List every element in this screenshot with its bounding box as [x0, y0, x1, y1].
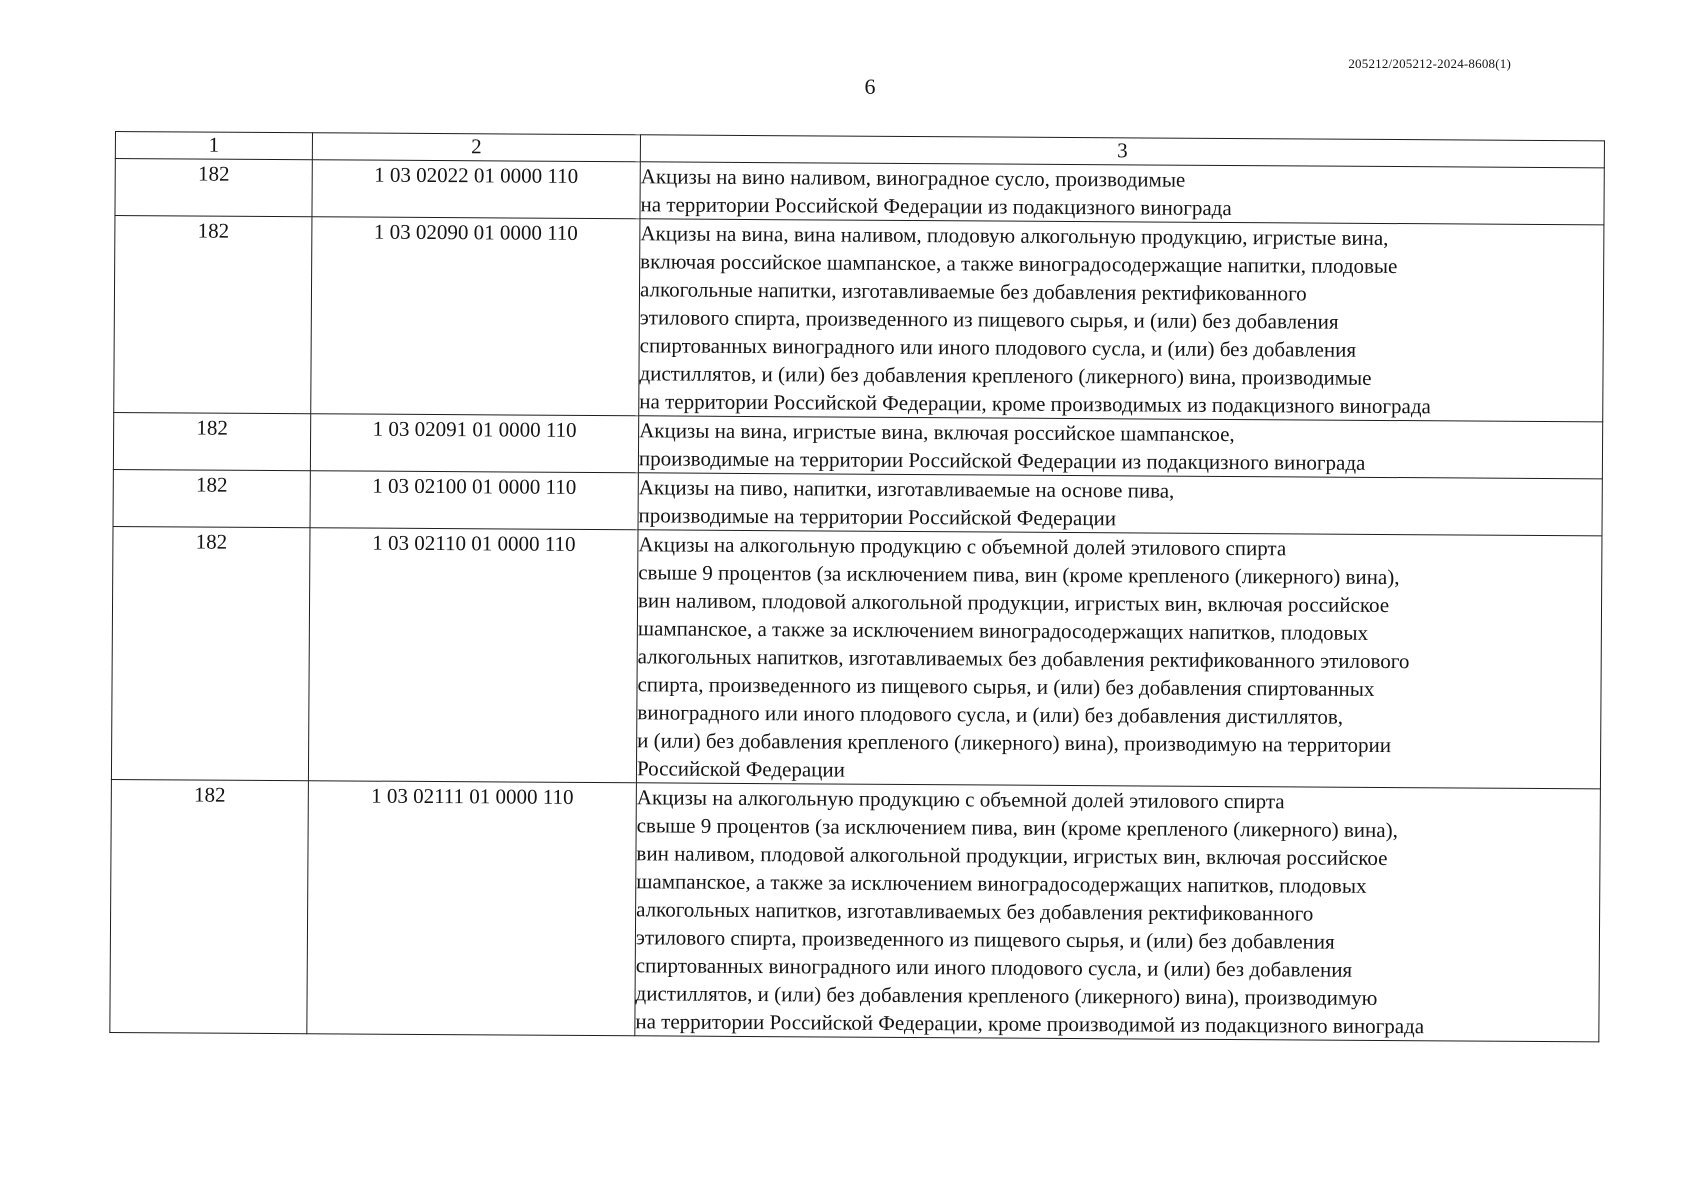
description-line: дистиллятов, и (или) без добавления крепленого (ликерного) вина), производимую	[635, 981, 1378, 1010]
description-line: свыше 9 процентов (за исключением пива, вин (кроме крепленого (ликерного) вина),	[638, 560, 1400, 590]
description-line: виноградного или иного плодового сусла, и (или) без добавления дистиллятов,	[637, 700, 1344, 729]
description-line: шампанское, а также за исключением виноградосодержащих напитков, плодовых	[637, 616, 1369, 645]
column-header-1: 1	[115, 132, 312, 160]
description-line: спиртованных виноградного или иного плодового сусла, и (или) без добавления	[639, 333, 1357, 362]
table-row	[110, 779, 1601, 1041]
description-line: Акцизы на вина, игристые вина, включая российское шампанское,	[639, 418, 1235, 447]
description-line: Акцизы на вина, вина наливом, плодовую алкогольную продукцию, игристые вина,	[640, 221, 1389, 251]
table-row	[114, 216, 1604, 422]
description-line: Акцизы на пиво, напитки, изготавливаемые на основе пива,	[638, 475, 1175, 503]
column-header-3: 3	[640, 135, 1604, 168]
description-line: спирта, произведенного из пищевого сырья, и (или) без добавления спиртованных	[637, 672, 1375, 701]
admin-code-cell: 182	[110, 779, 309, 1033]
description-line: включая российское шампанское, а также виноградосодержащие напитки, плодовые	[640, 249, 1398, 279]
admin-code-cell: 182	[113, 412, 310, 470]
description-line: производимые на территории Российской Федерации	[638, 503, 1117, 531]
description-line: алкогольных напитков, изготавливаемых без добавления ректификованного	[636, 897, 1314, 926]
description-line: Акцизы на вино наливом, виноградное сусло, производимые	[640, 164, 1186, 192]
table-row	[111, 526, 1602, 788]
budget-classification-code-cell: 1 03 02100 01 0000 110	[310, 471, 638, 530]
description-line: свыше 9 процентов (за исключением пива, вин (кроме крепленого (ликерного) вина),	[636, 813, 1398, 843]
table-row	[113, 412, 1602, 478]
description-line: этилового спирта, произведенного из пищевого сырья, и (или) без добавления	[639, 305, 1339, 334]
page-number: 6	[864, 74, 876, 99]
revenue-codes-table	[109, 131, 1605, 1042]
description-line: на территории Российской Федерации, кроме производимой из подакцизного винограда	[635, 1009, 1425, 1039]
description-cell	[635, 783, 1601, 1042]
table-body	[110, 159, 1604, 1042]
budget-classification-code-cell: 1 03 02022 01 0000 110	[312, 160, 640, 219]
budget-classification-code-cell: 1 03 02090 01 0000 110	[311, 217, 640, 416]
description-cell	[636, 530, 1602, 789]
description-line: вин наливом, плодовой алкогольной продукции, игристых вин, включая российское	[637, 588, 1390, 618]
description-line: дистиллятов, и (или) без добавления крепленого (ликерного) вина, производимые	[639, 361, 1372, 390]
column-header-2: 2	[312, 133, 640, 162]
budget-classification-code-cell: 1 03 02091 01 0000 110	[310, 414, 638, 473]
description-cell	[638, 473, 1602, 536]
description-line: на территории Российской Федерации, кроме производимых из подакцизного винограда	[639, 389, 1431, 419]
description-line: спиртованных виноградного или иного плодового сусла, и (или) без добавления	[635, 953, 1353, 982]
description-line: Российской Федерации	[636, 756, 845, 782]
description-line: вин наливом, плодовой алкогольной продукции, игристых вин, включая российское	[636, 841, 1388, 871]
description-line: алкогольные напитки, изготавливаемые без добавления ректификованного	[639, 277, 1307, 306]
table-row	[113, 469, 1602, 535]
admin-code-cell: 182	[111, 526, 310, 780]
budget-classification-code-cell: 1 03 02110 01 0000 110	[308, 528, 638, 783]
budget-classification-code-cell: 1 03 02111 01 0000 110	[307, 781, 637, 1036]
description-cell	[639, 219, 1604, 422]
description-line: и (или) без добавления крепленого (ликерного) вина), производимую на территории	[637, 728, 1392, 758]
description-line: этилового спирта, произведенного из пищевого сырья, и (или) без добавления	[635, 925, 1335, 954]
description-line: алкогольных напитков, изготавливаемых без добавления ректификованного этилового	[637, 644, 1410, 674]
description-line: Акцизы на алкогольную продукцию с объемной долей этилового спирта	[636, 785, 1285, 814]
description-line: Акцизы на алкогольную продукцию с объемной долей этилового спирта	[638, 532, 1287, 561]
admin-code-cell: 182	[115, 159, 312, 217]
admin-code-cell: 182	[114, 216, 312, 414]
table-row	[115, 159, 1604, 225]
description-cell	[640, 162, 1604, 225]
description-line: производимые на территории Российской Федерации из подакцизного винограда	[638, 446, 1366, 475]
admin-code-cell: 182	[113, 469, 310, 527]
description-cell	[638, 416, 1602, 479]
document-id: 205212/205212-2024-8608(1)	[1348, 56, 1511, 71]
description-line: шампанское, а также за исключением виноградосодержащих напитков, плодовых	[636, 869, 1367, 898]
description-line: на территории Российской Федерации из подакцизного винограда	[640, 192, 1232, 221]
